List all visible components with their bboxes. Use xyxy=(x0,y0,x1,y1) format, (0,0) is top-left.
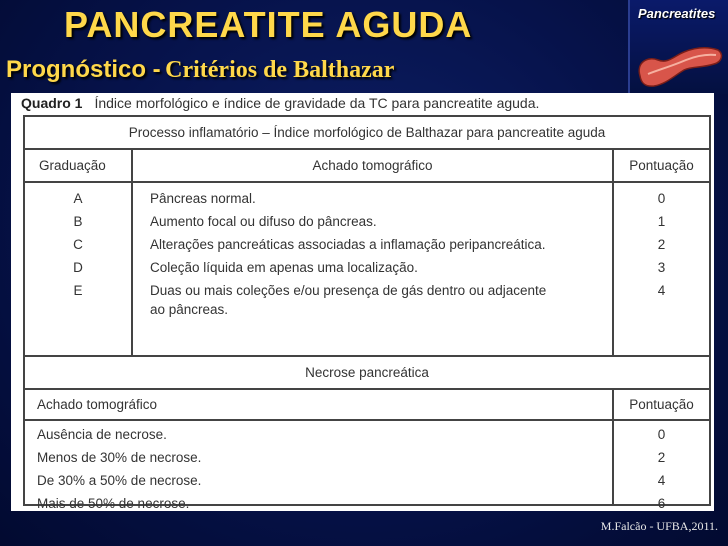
grade-column xyxy=(25,183,131,355)
footer-credit: M.Falcão - UFBA,2011. xyxy=(600,519,718,533)
score-c: 2 xyxy=(657,237,666,252)
header-achado-1: Achado tomográfico xyxy=(131,150,612,181)
pancreas-logo xyxy=(628,0,728,94)
pancreas-icon xyxy=(634,26,726,92)
slide-subtitle xyxy=(6,56,394,84)
score-d: 3 xyxy=(657,260,666,275)
header-graduacao: Graduação xyxy=(39,158,106,173)
grade-d: D xyxy=(73,260,83,275)
grade-e: E xyxy=(73,283,83,298)
subtitle-prefix: Prognóstico - xyxy=(6,56,161,83)
necrosis-score-2: 2 xyxy=(657,450,666,465)
score-b: 1 xyxy=(657,214,666,229)
necrosis-finding-4: Mais de 50% de necrose. xyxy=(37,496,190,511)
table-panel xyxy=(11,93,714,511)
finding-e-cont: ao pâncreas. xyxy=(150,302,229,317)
caption-text: Índice morfológico e índice de gravidade da TC para pancreatite aguda. xyxy=(94,95,540,111)
finding-column-2 xyxy=(25,421,612,511)
grade-b: B xyxy=(73,214,83,229)
header-pontuacao-1: Pontuação xyxy=(612,150,709,181)
finding-c: Alterações pancreáticas associadas a inflamação peripancreática. xyxy=(150,237,546,252)
subtitle-criteria: Critérios de Balthazar xyxy=(165,57,395,83)
finding-a: Pâncreas normal. xyxy=(150,191,256,206)
finding-b: Aumento focal ou difuso do pâncreas. xyxy=(150,214,377,229)
table-caption xyxy=(21,95,539,111)
score-e: 4 xyxy=(657,283,666,298)
finding-column-1 xyxy=(131,183,612,355)
section-inflammatory-title: Processo inflamatório – Índice morfológico de Balthazar para pancreatite aguda xyxy=(25,117,709,150)
score-column-1 xyxy=(612,183,709,355)
header-achado-2: Achado tomográfico xyxy=(37,397,158,412)
header-row-2 xyxy=(25,390,709,421)
necrosis-score-1: 0 xyxy=(657,427,666,442)
grade-c: C xyxy=(73,237,83,252)
score-column-2 xyxy=(612,421,709,511)
body-rows-2 xyxy=(25,421,709,511)
necrosis-finding-2: Menos de 30% de necrose. xyxy=(37,450,202,465)
section-necrosis-title: Necrose pancreática xyxy=(25,357,709,390)
slide-title: PANCREATITE AGUDA xyxy=(64,4,473,45)
finding-d: Coleção líquida em apenas uma localização. xyxy=(150,260,418,275)
grade-a: A xyxy=(73,191,83,206)
caption-label: Quadro 1 xyxy=(21,95,83,111)
logo-label: Pancreatites xyxy=(638,6,716,21)
score-a: 0 xyxy=(657,191,666,206)
necrosis-score-3: 4 xyxy=(657,473,666,488)
balthazar-table xyxy=(23,115,711,511)
necrosis-finding-1: Ausência de necrose. xyxy=(37,427,167,442)
necrosis-finding-3: De 30% a 50% de necrose. xyxy=(37,473,202,488)
necrosis-score-4: 6 xyxy=(657,496,666,511)
body-rows-1 xyxy=(25,183,709,357)
header-row-1 xyxy=(25,150,709,183)
finding-e: Duas ou mais coleções e/ou presença de gás dentro ou adjacente xyxy=(150,283,547,298)
header-pontuacao-2: Pontuação xyxy=(612,390,709,419)
